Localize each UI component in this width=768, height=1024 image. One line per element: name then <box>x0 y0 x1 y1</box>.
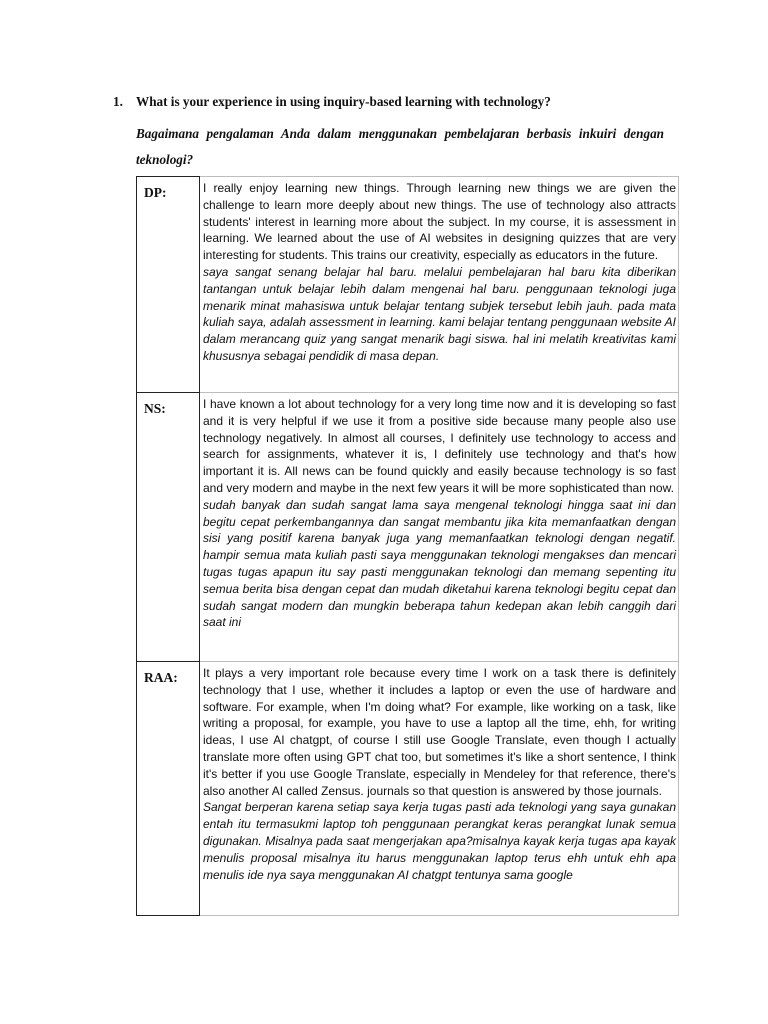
question-english: What is your experience in using inquiry-based learning with technology? <box>136 94 551 109</box>
respondent-label: DP: <box>144 185 167 200</box>
response-text-cell <box>200 393 679 662</box>
responses-table <box>136 176 679 916</box>
respondent-label-cell <box>137 662 200 916</box>
response-english: I really enjoy learning new things. Through learning new things we are given the challenge to learn more deeply about new things. The use of technology also attracts students' interest in learning more about the subject. In my course, it is assessment in learning. We learned about the use of AI websites in designing quizzes that are very interesting for students. This trains our creativity, especially as educators in the future. <box>203 181 676 263</box>
response-row-raa <box>137 662 679 916</box>
respondent-label-cell <box>137 177 200 393</box>
respondent-label-cell <box>137 393 200 662</box>
response-row-dp <box>137 177 679 393</box>
response-text-cell <box>200 662 679 916</box>
response-row-ns <box>137 393 679 662</box>
question-indonesian: Bagaimana pengalaman Anda dalam menggunakan pembelajaran berbasis inkuiri dengan teknologi? <box>136 126 664 167</box>
question-number: 1. <box>113 94 123 109</box>
response-indonesian: sudah banyak dan sudah sangat lama saya mengenal teknologi hingga saat ini dan begitu cepat perkembangannya dan sangat membantu jika kita memanfaatkan dengan sisi yang positif karena banyak juga yang memanfaatkan teknologi dengan negatif. hampir semua mata kuliah pasti saya menggunakan teknologi mengakses dan mencari tugas tugas apapun itu say pasti menggunakan teknologi dan memang sepenting itu semua berita bisa dengan cepat dan mudah diketahui karena teknologi begitu cepat dan sudah sangat modern dan mungkin beberapa tahun kedepan akan lebih canggih dari saat ini <box>203 497 676 630</box>
response-text-cell <box>200 177 679 393</box>
response-indonesian: Sangat berperan karena setiap saya kerja tugas pasti ada teknologi yang saya gunakan entah itu termasukmi laptop toh penggunaan perangkat keras perangkat lunak semua digunakan. Misalnya pada saat mengerjakan apa?misalnya kayak kerja tugas apa kayak menulis proposal misalnya itu harus menggunakan laptop terus ehh untuk ehh apa menulis ide nya saya menggunakan AI chatgpt tentunya sama google <box>203 800 676 882</box>
respondent-label: RAA: <box>144 670 178 685</box>
response-english: I have known a lot about technology for a very long time now and it is developing so fast and it is very helpful if we use it from a positive side because many people also use technology negatively. In almost all courses, I definitely use technology to access and search for assignments, whatever it is, I definitely use technology and that's how important it is. All news can be found quickly and easily because technology is so fast and very modern and maybe in the next few years it will be more sophisticated than now. <box>203 397 676 495</box>
response-indonesian: saya sangat senang belajar hal baru. melalui pembelajaran hal baru kita diberikan tantangan untuk belajar lebih dalam mengenai hal baru. penggunaan teknologi juga menarik minat mahasiswa untuk belajar tentang subjek tersebut lebih jauh. pada mata kuliah saya, adalah assessment in learning. kami belajar tentang penggunaan website AI dalam merancang quiz yang sangat menarik bagi siswa. hal ini melatih kreativitas kami khususnya sebagai pendidik di masa depan. <box>203 264 676 363</box>
response-english: It plays a very important role because every time I work on a task there is definitely technology that I use, whether it includes a laptop or even the use of hardware and software. For example, when I'm doing what? For example, like working on a task, like writing a proposal, for example, you have to use a laptop all the time, ehh, for writing ideas, I use AI chatgpt, of course I still use Google Translate, even though I actually translate more often using GPT chat too, but sometimes it's like a short sentence, I think it's better if you use Google Translate, especially in Mendeley for that reference, there's also another AI called Zensus. journals so that question is answered by those journals. <box>203 666 676 798</box>
respondent-label: NS: <box>144 401 166 416</box>
